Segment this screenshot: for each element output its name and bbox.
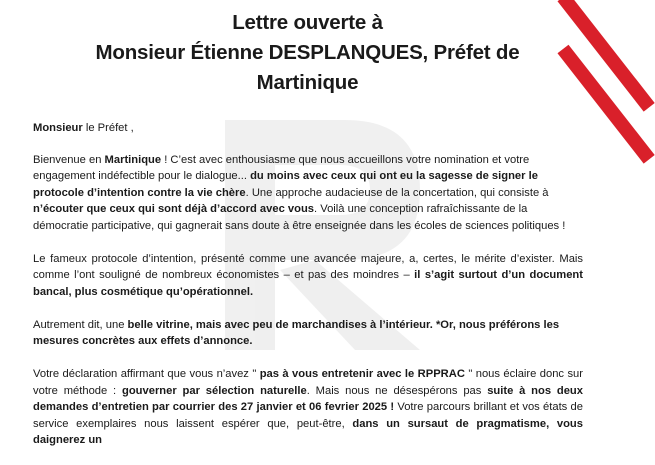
salutation-rest: le Préfet ,: [82, 122, 134, 134]
bold-text-run: *Or, nous préférons les mesures concrètes aux effets d’annonce.: [33, 318, 560, 347]
paragraph-3: [33, 317, 583, 350]
bold-text-run: du moins avec ceux qui ont eu la sagesse de signer le protocole d’intention contre la vie chère: [33, 170, 538, 199]
bold-text-run: belle vitrine, mais avec peu de marchandises à l’intérieur.: [127, 318, 433, 331]
text-run: " nous éclaire donc sur votre méthode :: [33, 368, 583, 397]
paragraph-2: [33, 251, 583, 301]
letter-title: [0, 8, 615, 98]
paragraph-4: [33, 366, 583, 449]
bold-text-run: dans un sursaut de pragmatisme, vous daignerez un: [33, 417, 583, 446]
text-run: Le fameux protocole d’intention, présenté comme une avancée majeure, a, certes, le mérite d’exister. Mais comme l’ont souligné de nombreux économistes – et pas des moindres –: [33, 252, 583, 281]
paragraph-1: [33, 152, 583, 235]
salutation-bold: Monsieur: [33, 122, 83, 134]
letter-body: [33, 120, 583, 465]
title-line: Martinique: [256, 71, 359, 94]
text-run: Votre déclaration affirmant que vous n’avez ": [33, 368, 260, 380]
text-run: . Une approche audacieuse de la concertation, qui consiste à: [245, 186, 549, 199]
text-run: ! C’est avec enthousiasme que nous accueillons votre nomination et votre engagement indéfectible pour le dialogue...: [33, 153, 530, 182]
text-run: Autrement dit, une: [33, 318, 128, 331]
text-run: . Mais nous ne désespérons pas: [306, 384, 488, 397]
bold-text-run: n’écouter que ceux qui sont déjà d’accord avec vous: [33, 203, 315, 215]
text-run: Bienvenue en: [33, 153, 105, 166]
bold-text-run: il s’agit surtout d’un document bancal, plus cosmétique qu’opérationnel.: [33, 269, 583, 298]
bold-text-run: pas à vous entretenir avec le RPPRAC: [259, 368, 465, 380]
bold-text-run: suite à nos deux demandes d’entretien par courrier des 27 janvier et 06 fevrier 2025 !: [33, 384, 583, 413]
title-line: Lettre ouverte à: [232, 11, 383, 34]
salutation: [33, 120, 583, 137]
title-line: Monsieur Étienne DESPLANQUES, Préfet de: [95, 41, 520, 64]
bold-text-run: gouverner par sélection naturelle: [122, 384, 307, 397]
bold-text-run: Martinique: [104, 153, 162, 166]
text-run: . Voilà une conception rafraîchissante de la démocratie participative, qui gagnerait sans doute à être enseignée dans les écoles de sciences politiques !: [33, 203, 566, 232]
text-run: Votre parcours brillant et vos états de service exemplaires nous laissent espérer que, peut-être,: [33, 401, 583, 430]
